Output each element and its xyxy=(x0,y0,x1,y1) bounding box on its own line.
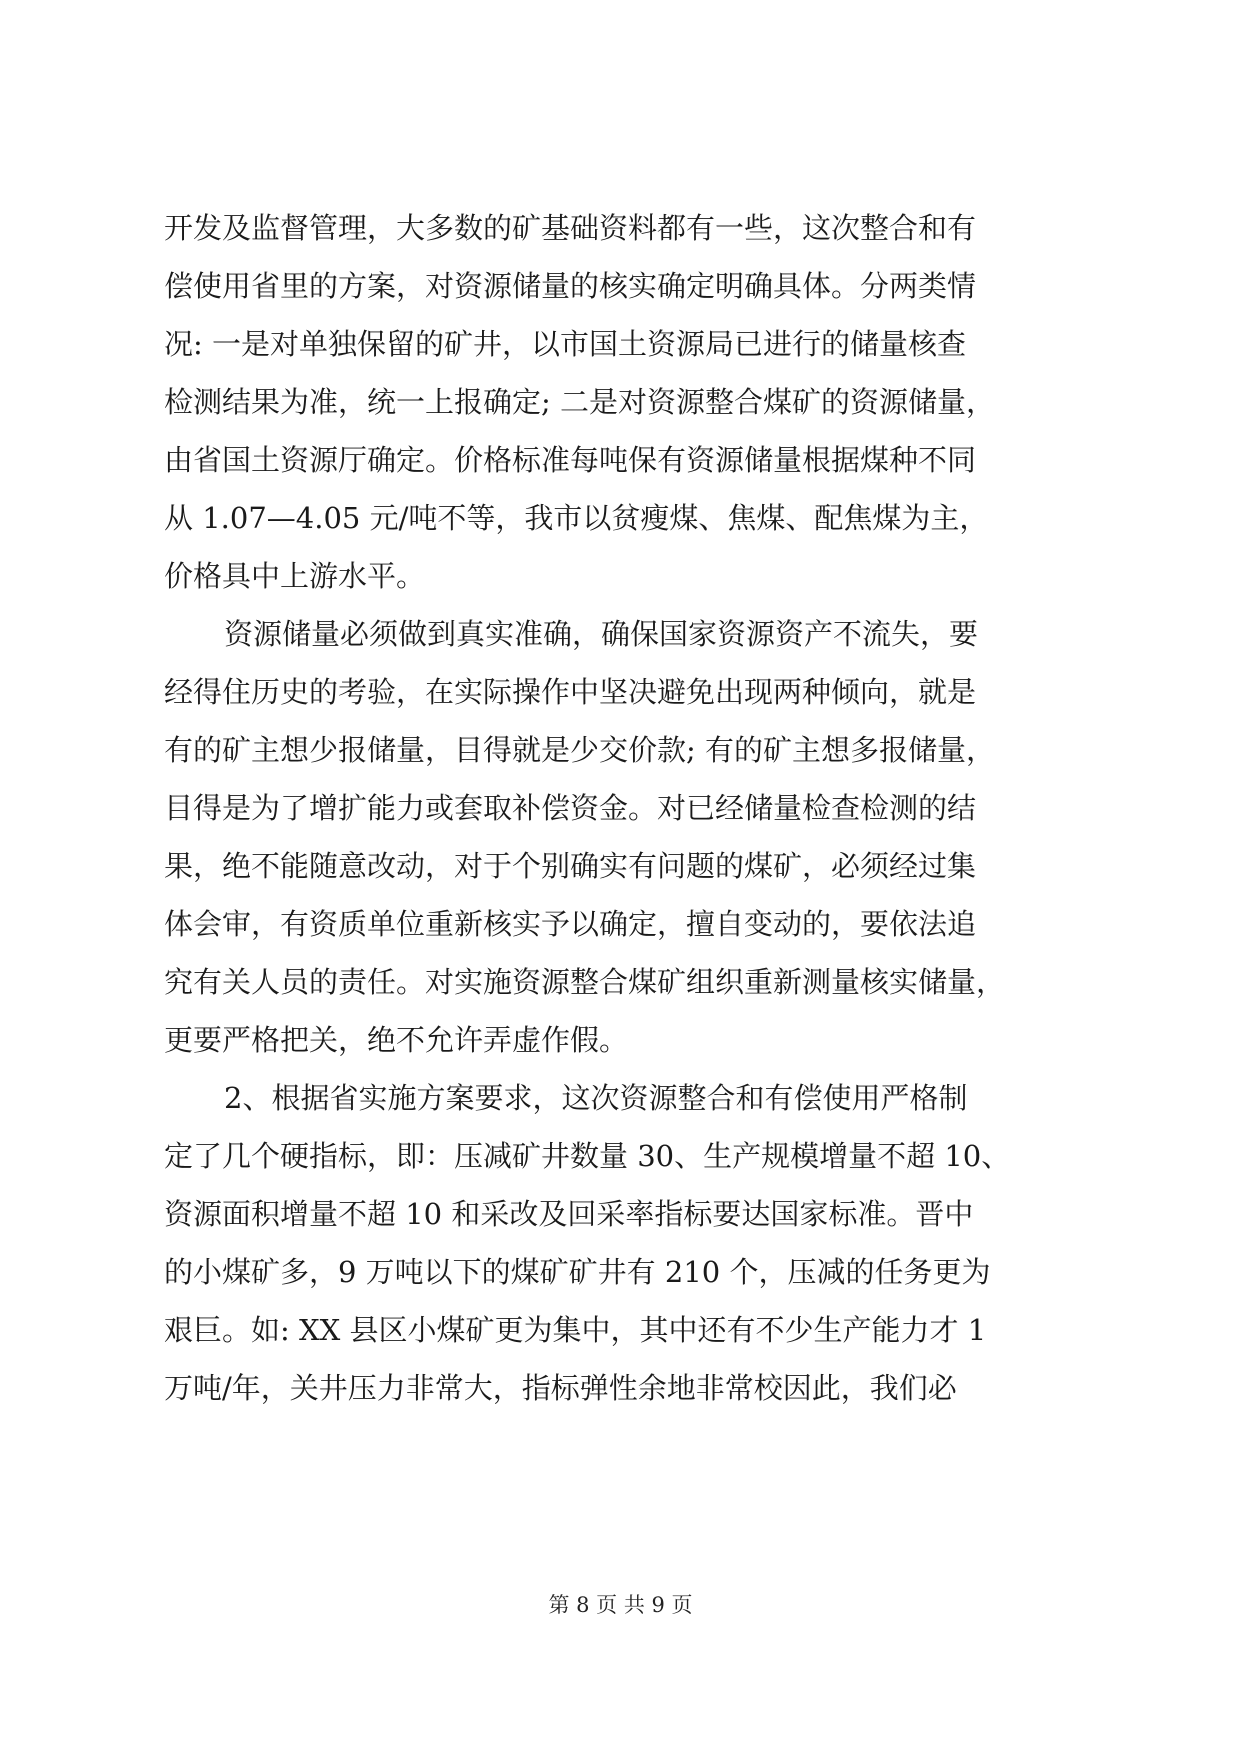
text-line: 开发及监督管理，大多数的矿基础资料都有一些，这次整合和有 xyxy=(164,211,977,245)
text-line: 果，绝不能随意改动，对于个别确实有问题的煤矿，必须经过集 xyxy=(164,849,977,883)
text-line: 价格具中上游水平。 xyxy=(164,559,426,593)
text-line: 更要严格把关，绝不允许弄虚作假。 xyxy=(164,1023,629,1057)
text-line: 况: 一是对单独保留的矿井，以市国土资源局已进行的储量核查 xyxy=(164,327,966,361)
paragraph-first-line: 2、根据省实施方案要求，这次资源整合和有偿使用严格制 xyxy=(224,1081,968,1115)
text-line: 万吨/年，关井压力非常大，指标弹性余地非常校因此，我们必 xyxy=(164,1371,957,1405)
text-line: 的小煤矿多，9 万吨以下的煤矿矿井有 210 个，压减的任务更为 xyxy=(164,1255,991,1289)
text-line: 体会审，有资质单位重新核实予以确定，擅自变动的，要依法追 xyxy=(164,907,977,941)
text-line: 定了几个硬指标，即：压减矿井数量 30、生产规模增量不超 10、 xyxy=(164,1139,1011,1173)
text-line: 由省国土资源厅确定。价格标准每吨保有资源储量根据煤种不同 xyxy=(164,443,977,477)
text-line: 偿使用省里的方案，对资源储量的核实确定明确具体。分两类情 xyxy=(164,269,977,303)
text-line: 艰巨。如: XX 县区小煤矿更为集中，其中还有不少生产能力才 1 xyxy=(164,1313,987,1347)
text-line: 从 1.07—4.05 元/吨不等，我市以贫瘦煤、焦煤、配焦煤为主， xyxy=(164,501,989,535)
paragraph-first-line: 资源储量必须做到真实准确，确保国家资源资产不流失，要 xyxy=(224,617,979,651)
page-number-footer: 第 8 页 共 9 页 xyxy=(548,1593,693,1617)
text-line: 资源面积增量不超 10 和采改及回采率指标要达国家标准。晋中 xyxy=(164,1197,974,1231)
text-line: 有的矿主想少报储量，目得就是少交价款; 有的矿主想多报储量， xyxy=(164,733,995,767)
text-line: 检测结果为准，统一上报确定; 二是对资源整合煤矿的资源储量， xyxy=(164,385,995,419)
text-line: 究有关人员的责任。对实施资源整合煤矿组织重新测量核实储量， xyxy=(164,965,1006,999)
text-line: 经得住历史的考验，在实际操作中坚决避免出现两种倾向，就是 xyxy=(164,675,977,709)
text-line: 目得是为了增扩能力或套取补偿资金。对已经储量检查检测的结 xyxy=(164,791,977,825)
